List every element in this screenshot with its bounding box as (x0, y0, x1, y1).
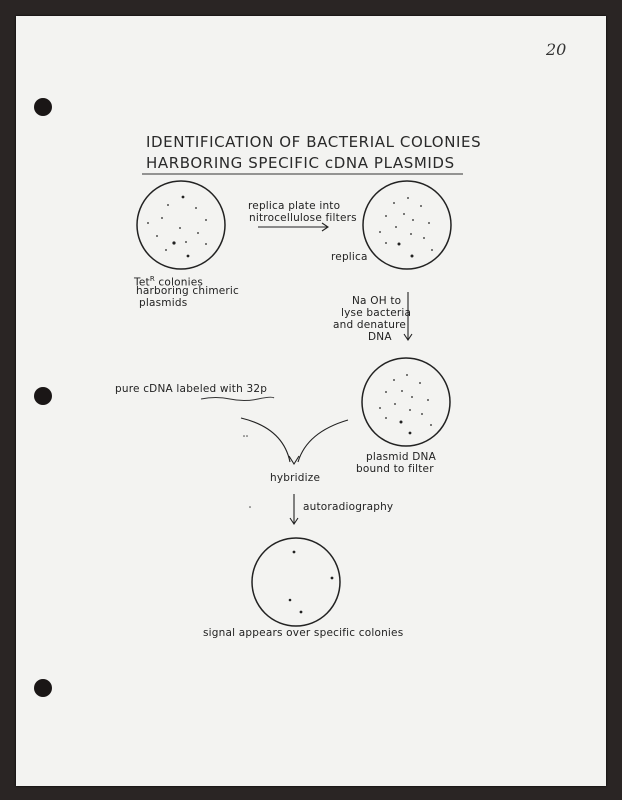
filter-plate-circle (362, 358, 450, 446)
colony (205, 243, 207, 245)
colony (385, 215, 387, 217)
colony (406, 374, 408, 376)
original-plate-circle (137, 181, 225, 269)
colony (411, 255, 414, 258)
colony (393, 202, 395, 204)
replica-arrow (258, 223, 328, 231)
colony (428, 222, 430, 224)
replica-plate-circle (363, 181, 451, 269)
colony (410, 233, 412, 235)
probe-label: pure cDNA labeled with 32p (115, 383, 268, 395)
hybridize-label: hybridize (270, 472, 321, 484)
title-line-2: HARBORING SPECIFIC cDNA PLASMIDS (146, 154, 455, 172)
lyse-step-line-2: lyse bacteria (341, 307, 412, 319)
colony (147, 222, 149, 224)
colony (195, 207, 197, 209)
filter-arrow (298, 420, 348, 462)
colony (420, 205, 422, 207)
signal-spot (289, 599, 292, 602)
colony (185, 241, 187, 243)
autoradiograph-plate (252, 538, 340, 626)
replica-plate-colonies (379, 197, 433, 257)
colony (401, 390, 403, 392)
autoradiography-arrow (249, 494, 298, 524)
original-plate-label-line-2: harboring chimeric (136, 285, 240, 297)
colony (421, 413, 423, 415)
colony (394, 403, 396, 405)
colony (427, 399, 429, 401)
colony (409, 409, 411, 411)
replica-step-line-1: replica plate into (248, 200, 341, 212)
original-plate-colonies (147, 196, 207, 258)
filter-plate-colonies (379, 374, 432, 434)
colony (187, 255, 190, 258)
colony (409, 432, 412, 435)
tet-label: Tet (134, 276, 150, 289)
colony (398, 243, 401, 246)
filter-label-line-1: plasmid DNA (366, 451, 436, 463)
filter-plate (362, 358, 450, 446)
colony (395, 226, 397, 228)
original-plate-label-line-3: plasmids (139, 297, 188, 309)
probe-underline (201, 397, 274, 400)
original-plate (137, 181, 225, 269)
colony (205, 219, 207, 221)
title-line-1: IDENTIFICATION OF BACTERIAL COLONIES (146, 133, 482, 151)
filter-label-line-2: bound to filter (356, 463, 434, 475)
colony (403, 213, 405, 215)
replica-label: replica (331, 251, 368, 263)
colony (412, 219, 414, 221)
colony (179, 227, 181, 229)
lyse-step-line-4: DNA (368, 331, 392, 343)
colony (385, 417, 387, 419)
hybridize-arrows (241, 418, 348, 464)
colony (165, 249, 167, 251)
signal-spot (300, 611, 303, 614)
colony (385, 391, 387, 393)
tet-resistance-superscript: R (149, 275, 155, 283)
colony (431, 249, 433, 251)
lyse-step-line-1: Na OH to (352, 295, 402, 307)
colony (385, 242, 387, 244)
colony (167, 204, 169, 206)
colony (161, 217, 163, 219)
colony (393, 379, 395, 381)
replica-plate (363, 181, 451, 269)
colony (419, 382, 421, 384)
autoradiograph-plate-circle (252, 538, 340, 626)
colony (430, 424, 432, 426)
colony (379, 407, 381, 409)
colony (156, 235, 158, 237)
colony (182, 196, 185, 199)
colony (379, 231, 381, 233)
colony (423, 237, 425, 239)
probe-arrow (241, 418, 290, 462)
signal-spot (293, 551, 296, 554)
colony (197, 232, 199, 234)
signal-spot (331, 577, 334, 580)
lyse-step-line-3: and denature (333, 319, 407, 331)
autoradiography-label: autoradiography (303, 501, 394, 513)
colony (400, 421, 403, 424)
replica-step-line-2: nitrocellulose filters (249, 212, 357, 224)
signal-label: signal appears over specific colonies (203, 627, 404, 639)
colony (172, 241, 175, 244)
colonies-label: colonies (154, 276, 204, 289)
colony (407, 197, 409, 199)
colony (411, 396, 413, 398)
page-number: 20 (546, 40, 567, 59)
signal-spots (289, 551, 334, 614)
